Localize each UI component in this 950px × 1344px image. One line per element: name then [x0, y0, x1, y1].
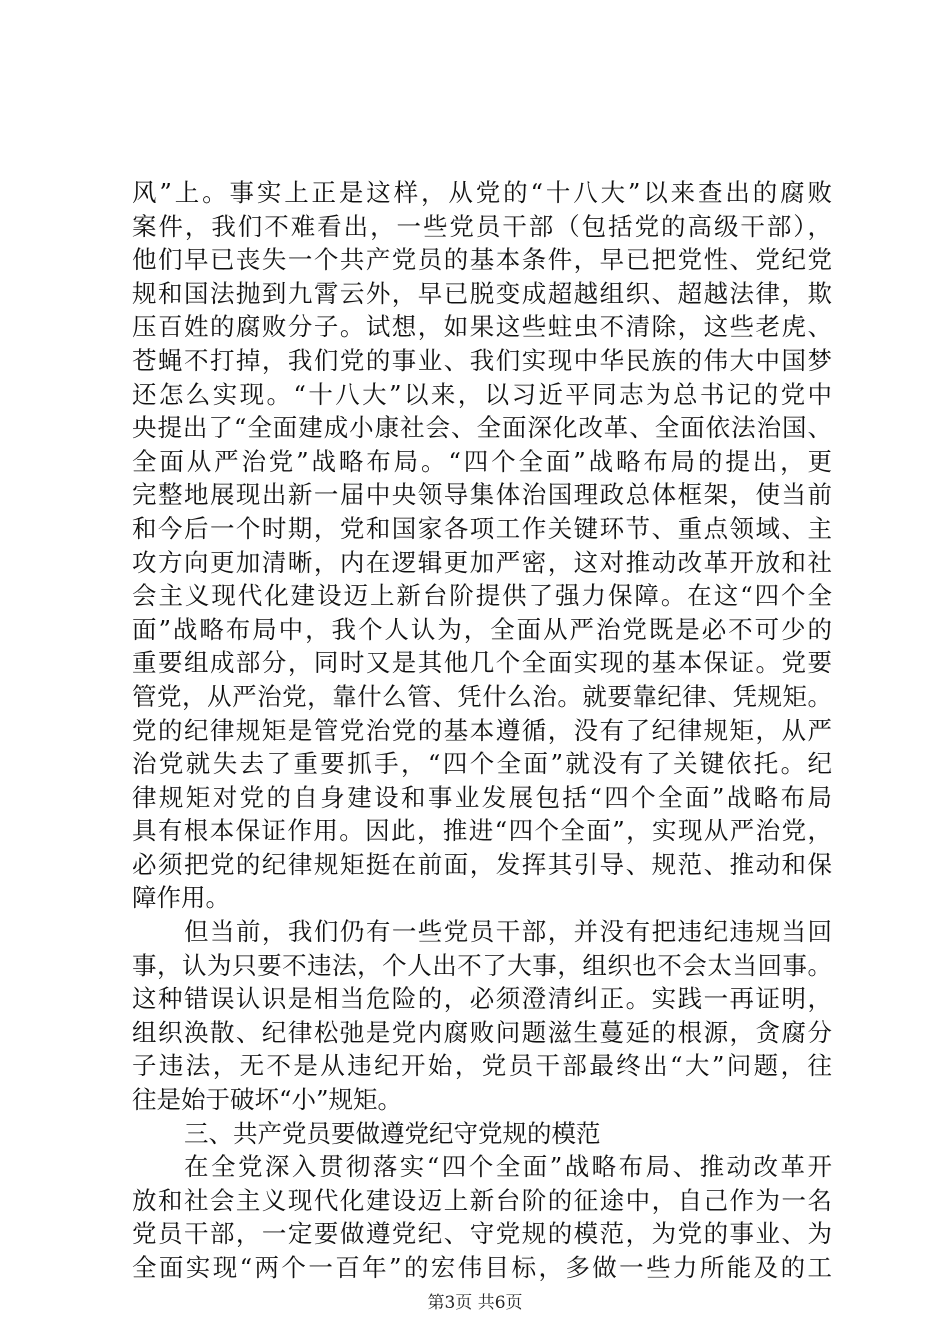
text-line: 面”战略布局中，我个人认为，全面从严治党既是必不可少的 — [132, 614, 832, 644]
text-line: 党员干部，一定要做遵党纪、守党规的模范，为党的事业、为 — [132, 1219, 832, 1249]
text-line: 这种错误认识是相当危险的，必须澄清纠正。实践一再证明， — [132, 984, 832, 1014]
text-line: 风”上。事实上正是这样，从党的“十八大”以来查出的腐败 — [132, 178, 832, 207]
text-line: 子违法，无不是从违纪开始，党员干部最终出“大”问题，往 — [132, 1051, 832, 1081]
text-line: 还怎么实现。“十八大”以来，以习近平同志为总书记的党中 — [132, 379, 832, 409]
text-line: 会主义现代化建设迈上新台阶提供了强力保障。在这“四个全 — [132, 581, 832, 611]
text-line: 全面从严治党”战略布局。“四个全面”战略布局的提出，更 — [132, 446, 832, 476]
text-line: 放和社会主义现代化建设迈上新台阶的征途中，自己作为一名 — [132, 1185, 832, 1215]
text-line: 重要组成部分，同时又是其他几个全面实现的基本保证。党要 — [132, 648, 832, 678]
text-line: 障作用。 — [132, 883, 230, 913]
text-line: 组织涣散、纪律松弛是党内腐败问题滋生蔓延的根源，贪腐分 — [132, 1017, 832, 1047]
text-line: 往是始于破坏“小”规矩。 — [132, 1085, 403, 1115]
text-line: 他们早已丧失一个共产党员的基本条件，早已把党性、党纪党 — [132, 245, 832, 275]
text-line: 完整地展现出新一届中央领导集体治国理政总体框架，使当前 — [132, 480, 832, 510]
text-line: 事，认为只要不违法，个人出不了大事，组织也不会太当回事。 — [132, 950, 832, 980]
text-line: 央提出了“全面建成小康社会、全面深化改革、全面依法治国、 — [132, 413, 832, 443]
text-line: 律规矩对党的自身建设和事业发展包括“四个全面”战略布局 — [132, 782, 832, 812]
text-line: 在全党深入贯彻落实“四个全面”战略布局、推动改革开 — [184, 1152, 832, 1182]
text-line: 党的纪律规矩是管党治党的基本遵循，没有了纪律规矩，从严 — [132, 715, 832, 745]
text-line: 管党，从严治党，靠什么管、凭什么治。就要靠纪律、凭规矩。 — [132, 681, 832, 711]
text-line: 治党就失去了重要抓手，“四个全面”就没有了关键依托。纪 — [132, 749, 832, 779]
text-line: 具有根本保证作用。因此，推进“四个全面”，实现从严治党， — [132, 816, 832, 846]
text-line: 压百姓的腐败分子。试想，如果这些蛀虫不清除，这些老虎、 — [132, 312, 832, 342]
page-number-footer: 第3页 共6页 — [427, 1293, 523, 1313]
text-line: 规和国法抛到九霄云外，早已脱变成超越组织、超越法律，欺 — [132, 278, 832, 308]
text-line: 必须把党的纪律规矩挺在前面，发挥其引导、规范、推动和保 — [132, 849, 832, 879]
text-line: 但当前，我们仍有一些党员干部，并没有把违纪违规当回 — [184, 917, 832, 947]
text-line: 攻方向更加清晰，内在逻辑更加严密，这对推动改革开放和社 — [132, 547, 832, 577]
section-heading: 三、共产党员要做遵党纪守党规的模范 — [184, 1118, 601, 1148]
text-line: 全面实现“两个一百年”的宏伟目标，多做一些力所能及的工 — [132, 1253, 832, 1282]
text-line: 和今后一个时期，党和国家各项工作关键环节、重点领域、主 — [132, 513, 832, 543]
body-text — [132, 176, 832, 1285]
text-line: 苍蝇不打掉，我们党的事业、我们实现中华民族的伟大中国梦 — [132, 345, 832, 375]
text-line: 案件，我们不难看出，一些党员干部（包括党的高级干部）， — [132, 211, 832, 241]
